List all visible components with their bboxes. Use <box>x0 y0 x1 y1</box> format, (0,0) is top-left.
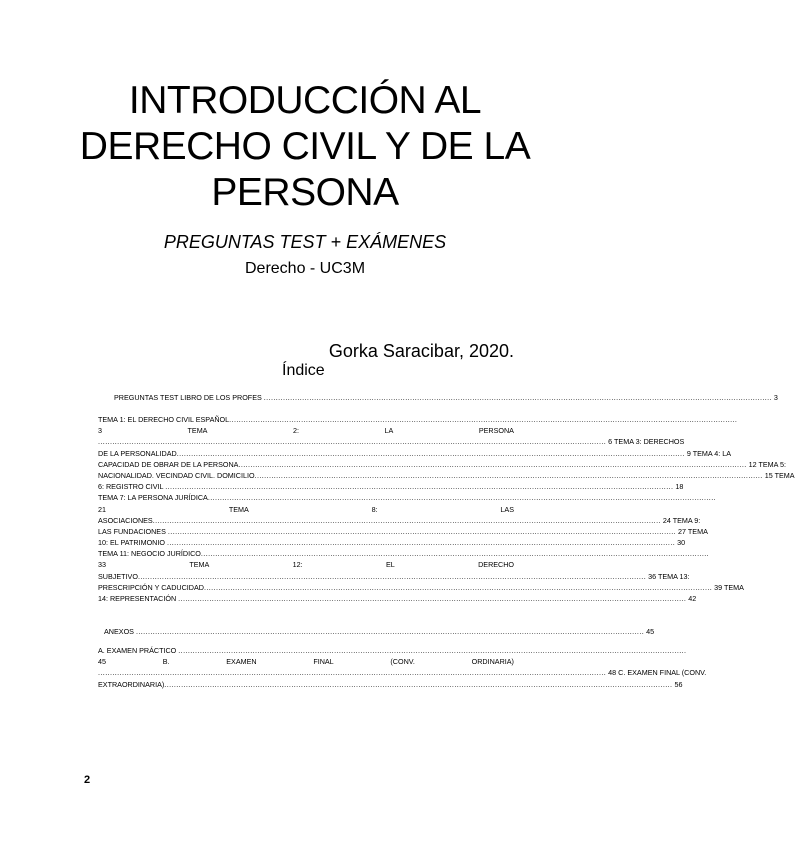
toc-line[interactable] <box>98 481 684 492</box>
toc-leader-dots: .................................................................................................................................................................................................................... <box>164 679 673 689</box>
toc-text: B. <box>162 657 170 667</box>
toc-text: PRESCRIPCIÓN Y CADUCIDAD <box>98 582 204 592</box>
toc-text: CAPACIDAD DE OBRAR DE LA PERSONA <box>98 459 239 469</box>
toc-line[interactable] <box>98 593 697 604</box>
toc-leader-dots: .................................................................................................................................................................................................................... <box>178 594 687 603</box>
toc-line[interactable] <box>98 414 738 425</box>
toc-text: NACIONALIDAD. VECINDAD CIVIL. DOMICILIO <box>98 470 255 480</box>
toc-text: 15 TEMA <box>762 470 795 480</box>
toc-leader-dots: .................................................................................................................................................................................................................... <box>254 470 763 480</box>
toc-leader-dots: .................................................................................................................................................................................................................... <box>167 526 677 536</box>
toc-leader-dots: .................................................................................................................................................................................................................... <box>263 393 772 402</box>
toc-line[interactable] <box>98 656 514 667</box>
toc-text: 33 <box>98 560 106 570</box>
toc-line[interactable] <box>98 504 514 515</box>
page-number: 2 <box>84 774 91 786</box>
toc-leader-dots: .................................................................................................................................................................................................................... <box>152 515 661 525</box>
toc-line[interactable] <box>98 582 744 593</box>
toc-line[interactable] <box>98 425 514 436</box>
toc-line[interactable] <box>98 436 685 447</box>
toc-text: A. EXAMEN PRÁCTICO <box>98 646 179 655</box>
toc-text: 27 TEMA <box>676 526 708 536</box>
toc-entry-title: PREGUNTAS TEST LIBRO DE LOS PROFES <box>114 393 264 402</box>
toc-leader-dots: .................................................................................................................................................................................................................... <box>200 549 710 559</box>
toc-text: 12: <box>292 560 303 570</box>
toc-leader-dots: .................................................................................................................................................................................................................... <box>203 582 713 592</box>
document-subtitle: PREGUNTAS TEST + EXÁMENES <box>163 232 447 252</box>
toc-line[interactable] <box>98 537 686 548</box>
toc-text: SUBJETIVO <box>98 571 138 581</box>
toc-text: 10: EL PATRIMONIO <box>98 538 167 548</box>
toc-line[interactable] <box>98 667 707 678</box>
toc-leader-dots: .................................................................................................................................................................................................................... <box>98 668 607 678</box>
title-line-2: DERECHO CIVIL Y DE LA <box>79 125 531 168</box>
toc-entry-page: 45 <box>644 627 655 636</box>
author-line: Gorka Saracibar, 2020. <box>328 341 514 361</box>
toc-text: 18 <box>673 482 684 492</box>
toc-text: ASOCIACIONES <box>98 515 153 525</box>
toc-text: TEMA <box>228 504 249 514</box>
toc-line[interactable] <box>98 459 787 470</box>
title-line-3: PERSONA <box>211 171 399 214</box>
toc-line[interactable] <box>98 679 683 690</box>
toc-leader-dots: .................................................................................................................................................................................................................... <box>135 627 645 636</box>
toc-text: 9 TEMA 4: LA <box>684 448 732 458</box>
toc-text: TEMA <box>189 560 210 570</box>
toc-entry-page: 3 <box>771 393 778 402</box>
toc-text: 6: REGISTRO CIVIL <box>98 482 166 492</box>
toc-block-topics <box>98 414 795 604</box>
toc-text: PERSONA <box>478 426 514 436</box>
toc-text: 21 <box>98 504 106 514</box>
toc-text: EXTRAORDINARIA) <box>98 679 165 689</box>
toc-line[interactable] <box>98 448 732 459</box>
toc-text: LAS FUNDACIONES <box>98 526 168 536</box>
toc-text: (CONV. <box>390 657 415 667</box>
toc-text: EXAMEN <box>226 657 257 667</box>
toc-line[interactable] <box>98 645 687 656</box>
toc-text: 48 C. EXAMEN FINAL (CONV. <box>606 668 707 678</box>
toc-leader-dots: .................................................................................................................................................................................................................... <box>166 538 676 548</box>
toc-text: LA <box>384 426 394 436</box>
toc-line[interactable] <box>98 571 690 582</box>
toc-text: LAS <box>500 504 514 514</box>
toc-text: 8: <box>371 504 378 514</box>
toc-text: 24 TEMA 9: <box>660 515 701 525</box>
toc-text: TEMA <box>187 426 208 436</box>
toc-line[interactable] <box>98 548 710 559</box>
toc-line[interactable] <box>98 515 701 526</box>
toc-leader-dots: .................................................................................................................................................................................................................... <box>207 493 716 503</box>
document-title <box>60 78 550 216</box>
toc-entry-title: ANEXOS <box>104 627 136 636</box>
toc-text: 12 TEMA 5: <box>746 459 787 469</box>
toc-block-test-questions <box>114 392 778 403</box>
toc-text: 39 TEMA <box>712 582 744 592</box>
toc-block-annexes <box>104 626 655 637</box>
toc-line[interactable] <box>98 470 795 481</box>
toc-leader-dots: .................................................................................................................................................................................................................... <box>137 571 647 581</box>
title-line-1: INTRODUCCIÓN AL <box>128 79 482 122</box>
toc-text: 42 <box>686 594 697 603</box>
toc-leader-dots: .................................................................................................................................................................................................................... <box>229 415 738 424</box>
toc-entry[interactable] <box>104 626 655 637</box>
toc-leader-dots: .................................................................................................................................................................................................................... <box>178 646 687 655</box>
toc-text: TEMA 11: NEGOCIO JURÍDICO <box>98 549 201 559</box>
toc-text: 36 TEMA 13: <box>646 571 690 581</box>
toc-text: 6 TEMA 3: DERECHOS <box>606 437 685 447</box>
toc-text: 14: REPRESENTACIÓN <box>98 594 179 603</box>
toc-text: 2: <box>293 426 299 436</box>
toc-leader-dots: .................................................................................................................................................................................................................... <box>98 437 607 447</box>
toc-text: TEMA 7: LA PERSONA JURÍDICA <box>98 493 208 503</box>
toc-text: TEMA 1: EL DERECHO CIVIL ESPAÑOL <box>98 415 230 424</box>
toc-text: ORDINARIA) <box>471 657 514 667</box>
toc-text: 3 <box>98 426 102 436</box>
toc-text: 56 <box>672 679 683 689</box>
toc-line[interactable] <box>98 526 708 537</box>
toc-entry[interactable] <box>114 392 778 403</box>
toc-block-exams <box>98 645 707 690</box>
index-heading: Índice <box>282 362 325 379</box>
toc-text: EL <box>385 560 395 570</box>
toc-text: FINAL <box>313 657 334 667</box>
toc-line[interactable] <box>98 492 716 503</box>
toc-text: 45 <box>98 657 106 667</box>
toc-line[interactable] <box>98 559 514 570</box>
toc-text: DERECHO <box>478 560 515 570</box>
toc-leader-dots: .................................................................................................................................................................................................................... <box>165 482 674 492</box>
toc-text: DE LA PERSONALIDAD <box>98 448 177 458</box>
toc-leader-dots: .................................................................................................................................................................................................................... <box>238 459 747 469</box>
toc-leader-dots: .................................................................................................................................................................................................................... <box>176 448 685 458</box>
course-name: Derecho - UC3M <box>244 260 366 277</box>
toc-text: 30 <box>675 538 686 548</box>
